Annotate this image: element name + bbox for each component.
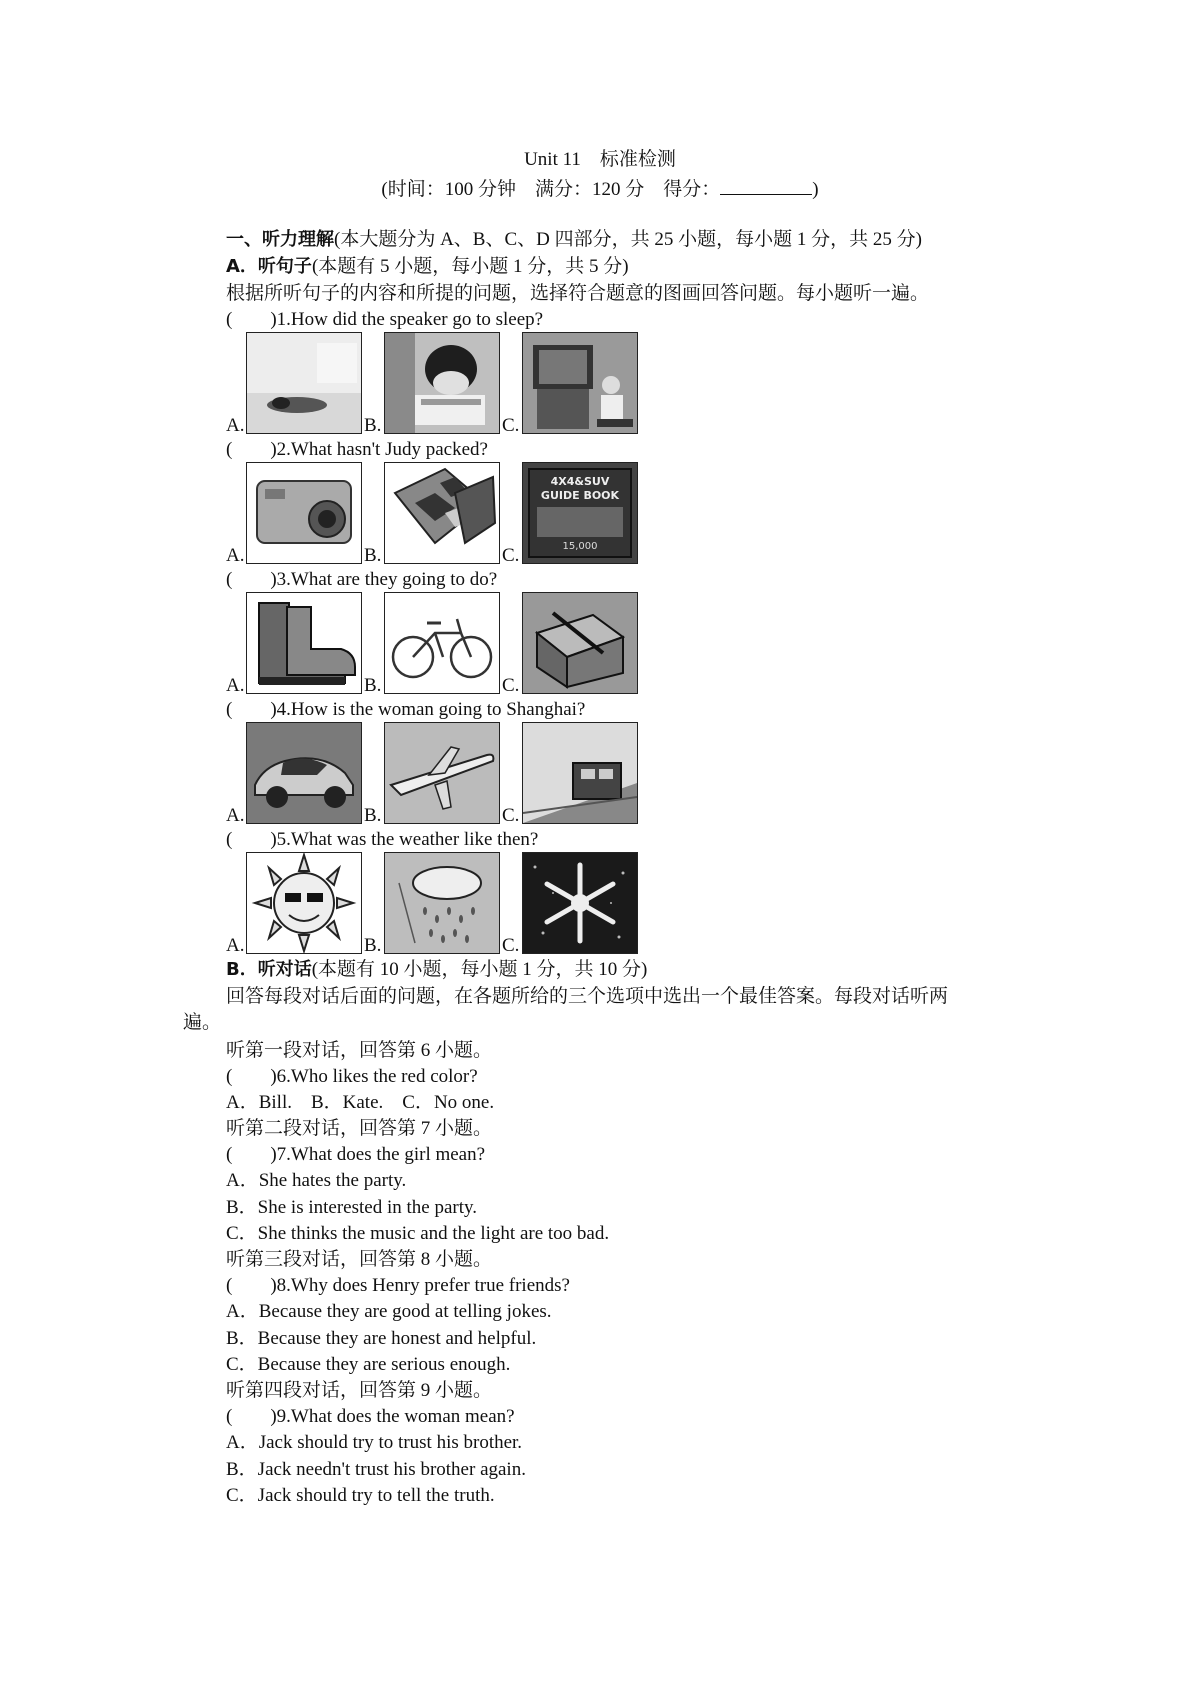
question-9-option-c[interactable]: C．Jack should try to tell the truth. [226,1485,495,1506]
exam-info-text: (时间：100 分钟 满分：120 分 得分： [381,179,721,200]
question-5: ( )5.What was the weather like then? [226,829,539,850]
train-picture [522,722,638,824]
option-label: A. [226,805,245,826]
dialog-2-intro: 听第二段对话，回答第 7 小题。 [226,1118,493,1139]
option-label: A. [226,545,245,566]
question-4-options [226,722,926,826]
girl-sleeping-at-desk-picture [384,332,500,434]
option-label: B. [364,935,382,956]
part-a-heading [226,255,629,279]
question-7-option-b[interactable]: B．She is interested in the party. [226,1197,477,1218]
question-8: ( )8.Why does Henry prefer true friends? [226,1275,570,1296]
option-label: C. [502,935,520,956]
dialog-3-intro: 听第三段对话，回答第 8 小题。 [226,1249,493,1270]
section-heading-title: 一、听力理解 [226,229,334,250]
rain-cloud-picture [384,852,500,954]
question-5-options [226,852,926,956]
option-label: C. [502,545,520,566]
option-label: B. [364,675,382,696]
camera-picture [246,462,362,564]
page-title: Unit 11 标准检测 [524,149,676,170]
snowflake-picture [522,852,638,954]
dialog-1-intro: 听第一段对话，回答第 6 小题。 [226,1040,493,1061]
bicycle-picture [384,592,500,694]
sun-picture [246,852,362,954]
question-8-option-b[interactable]: B．Because they are honest and helpful. [226,1328,537,1349]
question-4: ( )4.How is the woman going to Shanghai? [226,699,586,720]
option-label: B. [364,805,382,826]
airplane-picture [384,722,500,824]
question-9: ( )9.What does the woman mean? [226,1406,515,1427]
child-watching-tv-picture [522,332,638,434]
option-label: C. [502,805,520,826]
option-label: A. [226,675,245,696]
question-8-option-a[interactable]: A．Because they are good at telling jokes. [226,1301,552,1322]
question-9-option-a[interactable]: A．Jack should try to trust his brother. [226,1432,523,1453]
option-label: B. [364,545,382,566]
question-7: ( )7.What does the girl mean? [226,1144,486,1165]
part-b-title: B．听对话 [226,959,312,980]
question-2: ( )2.What hasn't Judy packed? [226,439,488,460]
book-cover-line-2: GUIDE BOOK [540,489,620,502]
part-a-instruction: 根据所听句子的内容和所提的问题，选择符合题意的图画回答问题。每小题听一遍。 [226,283,930,304]
boots-picture [246,592,362,694]
book-cover-line-3: 15,000 [562,541,598,552]
question-3-options [226,592,926,696]
question-6: ( )6.Who likes the red color? [226,1066,478,1087]
question-6-options[interactable]: A．Bill. B．Kate. C．No one. [226,1092,495,1113]
book-cover-line-1: 4X4&SUV [550,475,610,488]
part-a-title: A．听句子 [226,256,312,277]
option-label: C. [502,675,520,696]
exam-info-close: ) [812,179,819,200]
question-2-options [226,462,926,566]
exam-info [0,176,1200,202]
question-3: ( )3.What are they going to do? [226,569,498,590]
option-label: B. [364,415,382,436]
socks-picture [384,462,500,564]
guide-book-picture [522,462,638,564]
part-b-note: (本题有 10 小题，每小题 1 分，共 10 分) [311,959,648,980]
score-blank[interactable] [720,176,812,195]
part-b-heading [226,958,647,982]
option-label: A. [226,935,245,956]
question-1-options [226,332,926,436]
part-b-instruction-continued: 遍。 [183,1012,222,1033]
toolbox-picture [522,592,638,694]
option-label: C. [502,415,520,436]
section-heading-note: (本大题分为 A、B、C、D 四部分，共 25 小题，每小题 1 分，共 25 分) [334,229,922,250]
part-b-instruction: 回答每段对话后面的问题，在各题所给的三个选项中选出一个最佳答案。每段对话听两 [226,986,949,1007]
section-heading [226,228,922,252]
dialog-4-intro: 听第四段对话，回答第 9 小题。 [226,1380,493,1401]
person-in-bed-picture [246,332,362,434]
part-a-note: (本题有 5 小题，每小题 1 分，共 5 分) [311,256,629,277]
question-7-option-a[interactable]: A．She hates the party. [226,1170,407,1191]
car-picture [246,722,362,824]
question-7-option-c[interactable]: C．She thinks the music and the light are too bad. [226,1223,610,1244]
question-1: ( )1.How did the speaker go to sleep? [226,309,544,330]
option-label: A. [226,415,245,436]
question-9-option-b[interactable]: B．Jack needn't trust his brother again. [226,1459,526,1480]
question-8-option-c[interactable]: C．Because they are serious enough. [226,1354,511,1375]
